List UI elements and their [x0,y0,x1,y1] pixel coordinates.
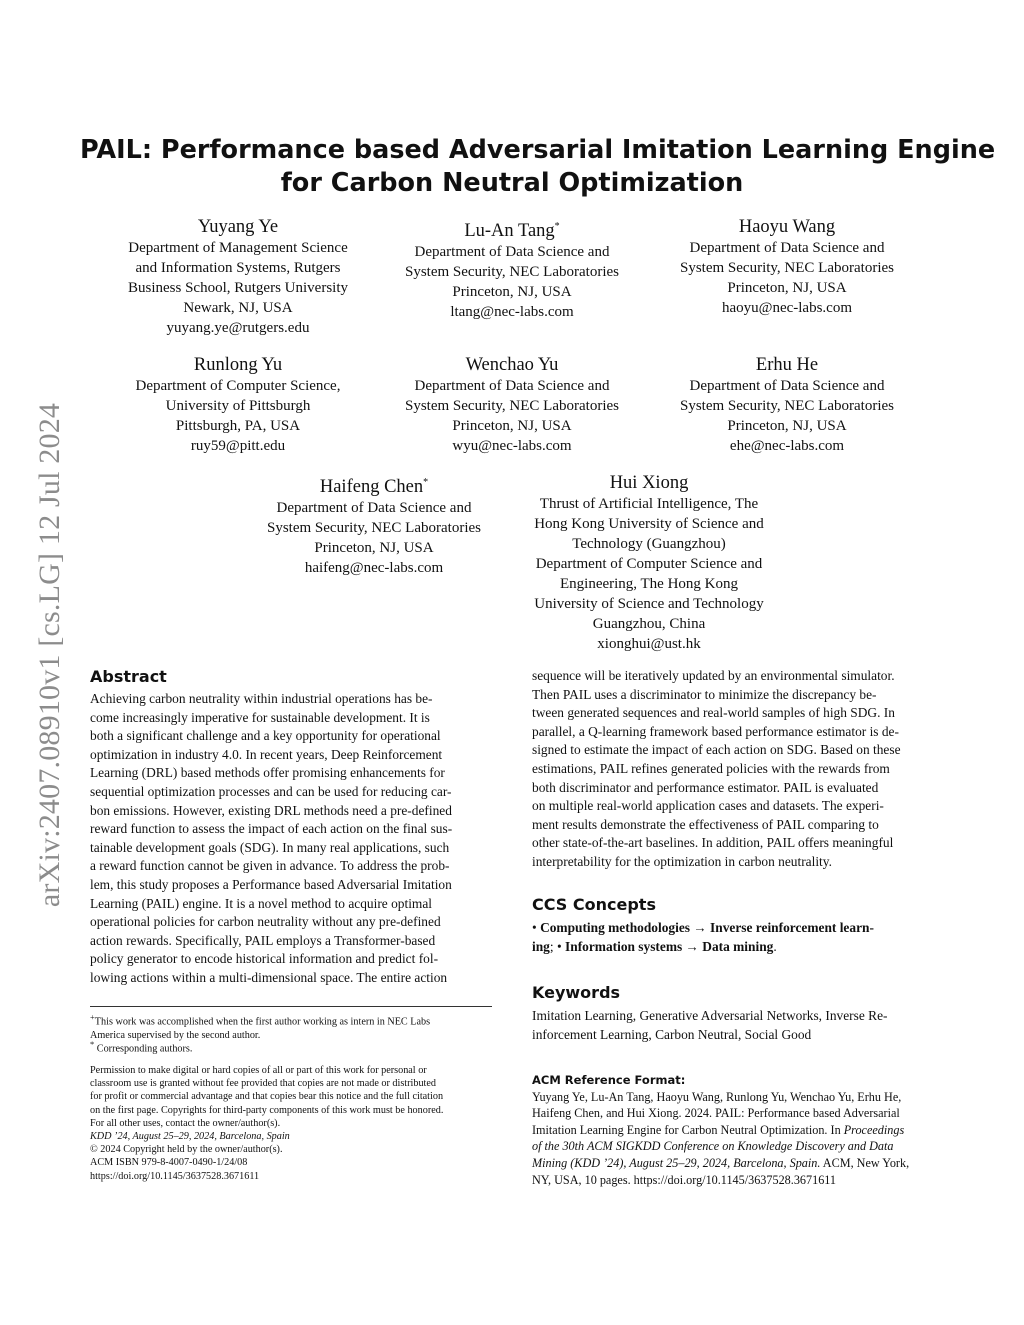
author-email: yuyang.ye@rutgers.edu [166,320,310,336]
acm-ref-heading: ACM Reference Format: [532,1073,686,1087]
affiliation-line: Princeton, NJ, USA [452,418,572,434]
abstract-line: estimations, PAIL refines generated policies with the rewards from [532,760,890,776]
affiliation-line: Department of Data Science and [689,378,885,394]
author-block [244,472,504,578]
author-email: wyu@nec-labs.com [452,438,572,454]
abstract-line: ment results demonstrate the effectiveness of PAIL comparing to [532,816,879,832]
abstract-line: Then PAIL uses a discriminator to minimize the discrepancy be- [532,686,877,702]
ccs-heading: CCS Concepts [532,895,656,914]
affiliation-line: Engineering, The Hong Kong [559,576,739,592]
arxiv-identifier-stamp: arXiv:2407.08910v1 [cs.LG] 12 Jul 2024 [33,402,66,908]
acm-ref-line: Imitation Learning Engine for Carbon Neutral Optimization. In Proceedings [532,1122,905,1137]
author-block [108,216,368,338]
title-line-1: PAIL: Performance based Adversarial Imitation Learning Engine [80,135,996,165]
footnote-rule [90,1006,492,1007]
author-name: Wenchao Yu [465,355,559,375]
corresponding-mark: * [423,477,429,488]
author-block [657,354,917,456]
author-email: haifeng@nec-labs.com [304,560,444,577]
affiliation-line: Department of Data Science and [414,378,610,394]
affiliation-line: Princeton, NJ, USA [727,418,847,434]
acm-reference-section [532,1072,936,1188]
abstract-line: reward function to assess the impact of each action on the final sus- [90,821,453,837]
affiliation-line: Department of Data Science and [276,500,472,517]
affiliation-line: Department of Management Science [128,240,348,256]
affiliation-line: Guangzhou, China [592,616,706,632]
abstract-line: both a significant challenge and a key opportunity for operational [90,728,441,744]
copyright-line: © 2024 Copyright held by the owner/author(s). [90,1144,283,1156]
author-block [382,354,642,456]
abstract-line: interpretability for the optimization in carbon neutrality. [532,853,832,869]
venue-line: KDD ’24, August 25–29, 2024, Barcelona, Spain [90,1131,290,1143]
abstract-line: other state-of-the-art baselines. In addition, PAIL offers meaningful [532,835,894,851]
keywords-section [532,983,936,1044]
affiliation-line: Princeton, NJ, USA [727,280,847,296]
permission-line: For all other uses, contact the owner/author(s). [90,1117,281,1129]
affiliation-line: System Security, NEC Laboratories [405,398,619,414]
paper-title [80,134,996,200]
abstract-line: both discriminator and performance estimator. PAIL is evaluated [532,779,879,795]
affiliation-line: Technology (Guangzhou) [572,536,726,552]
footnote-mark: + [90,1012,95,1022]
permission-line: classroom use is granted without fee provided that copies are not made or distributed [90,1078,436,1090]
affiliation-line: Pittsburgh, PA, USA [175,418,301,434]
affiliation-line: System Security, NEC Laboratories [680,260,894,276]
doi-link[interactable]: https://doi.org/10.1145/3637528.3671611 [90,1170,260,1182]
abstract-line: lem, this study proposes a Performance based Adversarial Imitation [90,876,452,892]
abstract-line: tainable development goals (SDG). In many real applications, such [90,839,450,855]
abstract-line: come increasingly imperative for sustainable development. It is [90,709,430,725]
abstract-heading: Abstract [90,667,167,686]
affiliation-line: and Information Systems, Rutgers [135,260,341,276]
affiliation-line: Department of Computer Science, [135,378,341,394]
title-line-2: for Carbon Neutral Optimization [280,168,744,198]
abstract-line: optimization in industry 4.0. In recent years, Deep Reinforcement [90,746,443,762]
acm-ref-line: Yuyang Ye, Lu-An Tang, Haoyu Wang, Runlong Yu, Wenchao Yu, Erhu He, [532,1089,902,1104]
affiliation-line: Business School, Rutgers University [128,280,348,296]
acm-ref-line: Haifeng Chen, and Hui Xiong. 2024. PAIL: Performance based Adversarial [532,1106,900,1121]
abstract-line: tween generated sequences and real-world samples of high SDG. In [532,705,895,721]
affiliation-line: Department of Data Science and [689,240,885,256]
affiliation-line: Newark, NJ, USA [183,300,293,316]
author-name: Haoyu Wang [738,217,836,237]
abstract-line: bon emissions. However, existing DRL methods need a pre-defined [90,802,452,818]
affiliation-line: Department of Computer Science and [535,556,763,572]
abstract-line: lowing actions within a multi-dimensional space. The entire action [90,969,448,985]
author-email: haoyu@nec-labs.com [721,300,853,316]
affiliation-line: University of Pittsburgh [165,398,311,414]
abstract-line: a reward function cannot be given in advance. To address the prob- [90,858,450,874]
affiliation-line: System Security, NEC Laboratories [405,264,619,281]
acm-ref-line: NY, USA, 10 pages. https://doi.org/10.1145/3637528.3671611 [532,1172,837,1187]
footnote-2: * Corresponding authors. [90,1039,193,1055]
abstract-line: signed to estimate the impact of each action on SDG. Based on these [532,742,901,758]
affiliation-line: Hong Kong University of Science and [534,516,764,532]
abstract-line: operational policies for carbon neutrality without any pre-defined [90,914,441,930]
ccs-line-2: ing; • Information systems → Data mining. [532,938,777,954]
author-name: Yuyang Ye [197,217,279,237]
permission-line: on the first page. Copyrights for third-party components of this work must be honored. [90,1104,444,1116]
abstract-line: Achieving carbon neutrality within industrial operations has be- [90,691,433,706]
abstract-line: Learning (PAIL) engine. It is a novel method to acquire optimal [90,895,432,911]
corresponding-mark: * [554,221,560,232]
permission-line: Permission to make digital or hard copies of all or part of this work for personal or [90,1065,427,1076]
author-email: xionghui@ust.hk [597,636,701,652]
affiliation-line: System Security, NEC Laboratories [680,398,894,414]
abstract-line: policy generator to encode historical information and predict fol- [90,951,439,967]
author-block [108,354,368,456]
abstract-line: action rewards. Specifically, PAIL employs a Transformer-based [90,932,436,948]
acm-ref-line: of the 30th ACM SIGKDD Conference on Knowledge Discovery and Data [532,1139,894,1154]
affiliation-line: Princeton, NJ, USA [452,284,572,301]
affiliation-line: System Security, NEC Laboratories [267,520,481,537]
abstract-section [90,667,492,988]
abstract-line: on multiple real-world application cases and datasets. The experi- [532,798,884,814]
footnote-1: +This work was accomplished when the first author working as intern in NEC Labs America supervised by the second author. [90,1012,431,1041]
author-name: Runlong Yu [193,355,283,375]
author-block [519,472,779,654]
isbn-line: ACM ISBN 979-8-4007-0490-1/24/08 [90,1157,248,1169]
affiliation-line: Princeton, NJ, USA [314,540,434,557]
author-name: Lu-An Tang* [464,221,560,242]
keywords-line: Imitation Learning, Generative Adversarial Networks, Inverse Re- [532,1008,888,1023]
ccs-concepts-section [532,895,936,956]
author-name: Hui Xiong [609,473,689,493]
author-name: Erhu He [755,355,819,375]
author-name: Haifeng Chen* [319,477,429,498]
keywords-line: inforcement Learning, Carbon Neutral, Social Good [532,1026,812,1042]
abstract-line: sequential optimization processes and can be used for reducing car- [90,783,452,799]
author-email: ltang@nec-labs.com [450,304,574,321]
abstract-line: sequence will be iteratively updated by an environmental simulator. [532,668,895,683]
author-email: ruy59@pitt.edu [190,438,286,454]
abstract-continuation [532,667,936,872]
acm-ref-line: Mining (KDD ’24), August 25–29, 2024, Barcelona, Spain. ACM, New York, [532,1155,910,1170]
affiliation-line: Department of Data Science and [414,244,610,261]
permission-line: for profit or commercial advantage and that copies bear this notice and the full citation [90,1091,444,1103]
abstract-line: parallel, a Q-learning framework based performance estimator is de- [532,723,899,739]
author-block [382,216,642,322]
affiliation-line: Thrust of Artificial Intelligence, The [539,496,759,512]
affiliation-line: University of Science and Technology [534,596,764,612]
abstract-line: Learning (DRL) based methods offer promising enhancements for [90,765,445,781]
author-email: ehe@nec-labs.com [729,438,845,454]
permission-block [90,1064,492,1183]
ccs-line-1: • Computing methodologies → Inverse reinforcement learn- [532,920,874,935]
author-block [657,216,917,318]
footnote-mark: * [90,1039,95,1049]
keywords-heading: Keywords [532,983,621,1002]
